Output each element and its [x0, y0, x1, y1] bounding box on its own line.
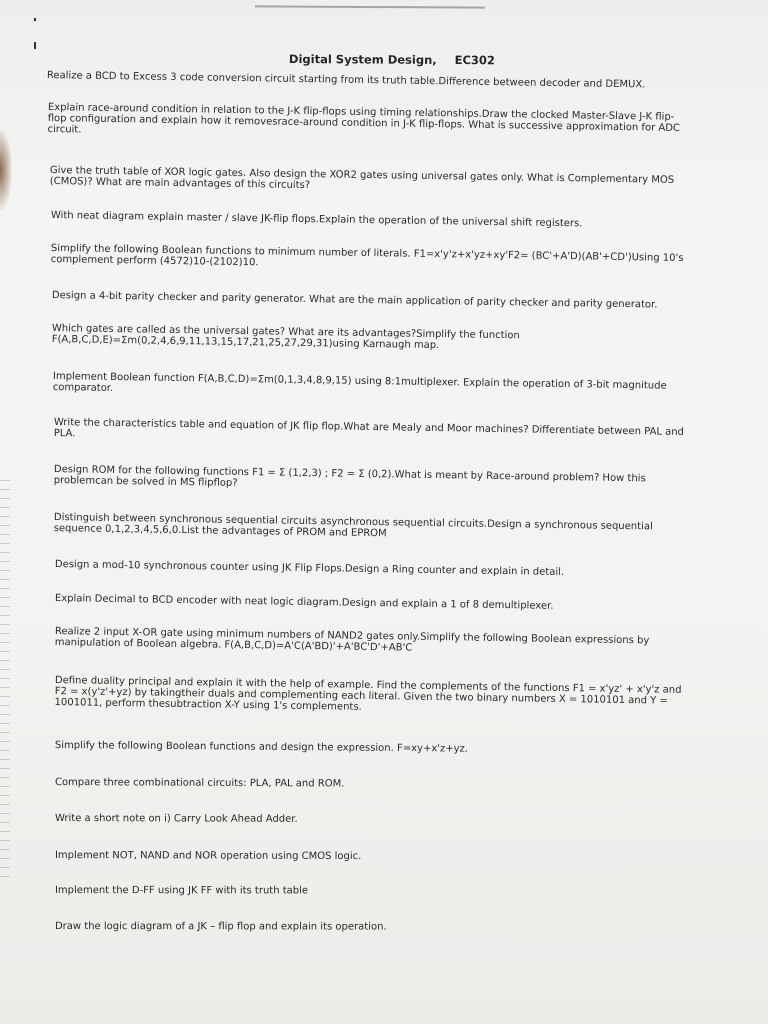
question-item: Realize 2 input X-OR gate using minimum numbers of NAND2 gates only.Simplify the following Boolean expressions by manipulation of Boolean algebra. F(A,B,C,D)=A'C(A'BD)'+A'BC'D'+AB'C — [54, 626, 650, 654]
question-item: Design ROM for the following functions F1 = Σ (1,2,3) ; F2 = Σ (0,2).What is meant by Race-around problem? How this problemcan be solved in MS flipflop? — [53, 464, 646, 489]
question-item: Explain Decimal to BCD encoder with neat logic diagram.Design and explain a 1 of 8 demultiplexer. — [54, 593, 554, 612]
question-item: Explain race-around condition in relation to the J-K flip-flops using timing relationships.Draw the clocked Master-Slave J-K flip-flop configuration and explain how it removesrace-around condition in J-K flip-flops. What is successive approximation for ADC circuit. — [47, 102, 681, 136]
course-code: EC302 — [454, 53, 496, 68]
question-item: Distinguish between synchronous sequential circuits asynchronous sequential circuits.Design a synchronous sequential sequence 0,1,2,3,4,5,6,0.List the advantages of PROM and EPROM — [53, 512, 653, 540]
title-text: Digital System Design, — [288, 52, 437, 67]
question-item: Implement NOT, NAND and NOR operation using CMOS logic. — [54, 850, 362, 863]
question-item: Simplify the following Boolean functions and design the expression. F=xy+x'z+yz. — [54, 740, 469, 755]
question-item: Implement Boolean function F(A,B,C,D)=Σm(0,1,3,4,8,9,15) using 8:1multiplexer. Explain the operation of 3-bit magnitude comparator. — [52, 371, 667, 394]
question-item: Implement the D-FF using JK FF with its truth table — [54, 885, 309, 897]
question-item: Design a mod-10 synchronous counter using JK Flip Flops.Design a Ring counter and explain in detail. — [54, 559, 565, 578]
question-item: Design a 4-bit parity checker and parity generator. What are the main application of parity checker and parity generator. — [51, 290, 658, 311]
question-item: Give the truth table of XOR logic gates. Also design the XOR2 gates using universal gates only. What is Complementary MOS (CMOS)? What are main advantages of this circuits? — [49, 165, 675, 192]
question-item: Write a short note on i) Carry Look Ahead Adder. — [54, 813, 298, 825]
question-item: Write the characteristics table and equation of JK flip flop.What are Mealy and Moor machines? Differentiate between PAL and PLA. — [53, 417, 685, 440]
page-title — [289, 52, 495, 67]
question-item: Compare three combinational circuits: PLA, PAL and ROM. — [54, 777, 345, 790]
question-item: Which gates are called as the universal gates? What are its advantages?Simplify the function F(A,B,C,D,E)=Σm(0,2,4,6,9,11,13,15,17,21,25,27,29,31)using Karnaugh map. — [51, 323, 520, 352]
question-item: Simplify the following Boolean functions to minimum number of literals. F1=x'y'z+x'yz+xy'F2= (BC'+A'D)(AB'+CD')Using 10's complement perform (4572)10-(2102)10. — [50, 243, 684, 269]
question-item: Define duality principal and explain it with the help of example. Find the complements of the functions F1 = x'yz' + x'y'z and F2 = x(y'z'+yz) by takingtheir duals and complementing each literal. Given the two binary numbers X = 1010101 and Y = 1001011, perform thesubtraction X-Y using 1's complements. — [54, 675, 682, 713]
question-item: Draw the logic diagram of a JK – flip flop and explain its operation. — [54, 921, 387, 933]
question-item: Realize a BCD to Excess 3 code conversion circuit starting from its truth table.Difference between decoder and DEMUX. — [46, 70, 646, 91]
question-item: With neat diagram explain master / slave JK-flip flops.Explain the operation of the universal shift registers. — [50, 210, 583, 230]
